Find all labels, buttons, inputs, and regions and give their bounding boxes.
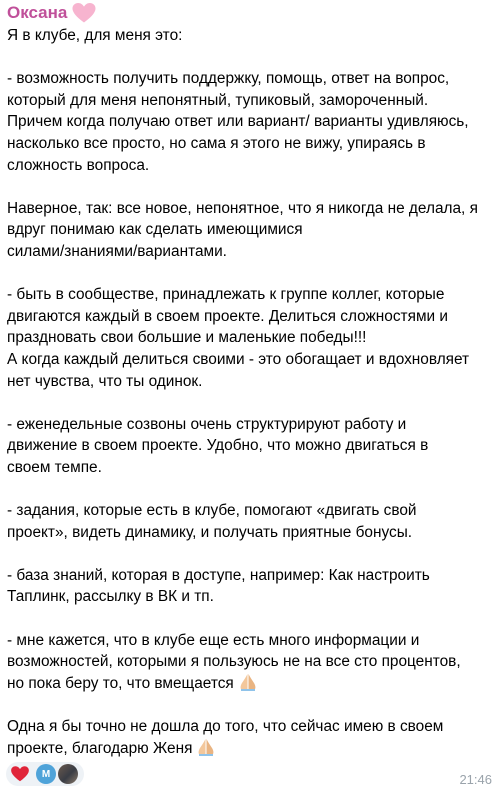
message-line-text: - база знаний, которая в доступе, например: Как настроить [7, 566, 430, 584]
paragraph-gap [7, 176, 495, 198]
message-line [7, 284, 495, 306]
message-line [7, 133, 495, 155]
reactions-bar[interactable] [6, 762, 84, 786]
message-line-text: Причем когда получаю ответ или вариант/ варианты удивляюсь, [7, 113, 469, 131]
message-line [7, 327, 495, 349]
message-line-text: своем темпе. [7, 458, 102, 476]
message-line-text: Таплинк, рассылку в ВК и тп. [7, 588, 214, 606]
message-line [7, 522, 495, 544]
message-line [7, 306, 495, 328]
message-line [7, 155, 495, 177]
message-line [7, 586, 495, 608]
message-line [7, 500, 495, 522]
message-line [7, 25, 495, 47]
paragraph-gap [7, 47, 495, 69]
message-line-text: Я в клубе, для меня это: [7, 27, 183, 44]
message-line [7, 435, 495, 457]
message-line [7, 241, 495, 263]
message-line [7, 716, 495, 738]
message-line-text: А когда каждый делиться своими - это обогащает и вдохновляет [7, 350, 470, 368]
message-line [7, 673, 495, 695]
message-line [7, 349, 495, 371]
message-line-text: сложность вопроса. [7, 156, 150, 174]
message-line-text: насколько все просто, но сама я этого не вижу, упираясь в [7, 134, 426, 152]
message-line [7, 219, 495, 241]
message-line [7, 90, 495, 112]
message-timestamp: 21:46 [459, 772, 492, 787]
message-line [7, 68, 495, 90]
message-line [7, 414, 495, 436]
message-line-text: - быть в сообществе, принадлежать к группе коллег, которые [7, 286, 445, 304]
message-line-text: вдруг понимаю как сделать имеющимися [7, 221, 303, 239]
message-line-text: проект», видеть динамику, и получать приятные бонусы. [7, 523, 413, 541]
message-line [7, 630, 495, 652]
message-line-text: силами/знаниями/вариантами. [7, 242, 227, 260]
message-line-text: Одна я бы точно не дошла до того, что сейчас имею в своем [7, 718, 444, 735]
message-line [7, 457, 495, 479]
message-line-text: - возможность получить поддержку, помощь, ответ на вопрос, [7, 70, 450, 88]
message-line [7, 111, 495, 133]
message-line [7, 565, 495, 587]
red-heart-icon [10, 765, 30, 783]
message-line-text: Наверное, так: все новое, непонятное, что я никогда не делала, я [7, 199, 478, 217]
message-line [7, 738, 495, 760]
paragraph-gap [7, 392, 495, 414]
sender-name[interactable]: Оксана [7, 3, 68, 22]
paragraph-gap [7, 478, 495, 500]
message-line-text: но пока беру то, что вмещается [7, 674, 234, 692]
paragraph-gap [7, 608, 495, 630]
message-line-text: - еженедельные созвоны очень структурируют работу и [7, 415, 407, 433]
message-line-text: праздновать свои большие и маленькие победы!!! [7, 329, 367, 347]
reactor-avatar[interactable] [58, 764, 78, 784]
paragraph-gap [7, 694, 495, 716]
reactor-avatar[interactable]: М [36, 764, 56, 784]
message-line-text: - мне кажется, что в клубе еще есть много информации и [7, 631, 420, 649]
message-line [7, 371, 495, 393]
paragraph-gap [7, 263, 495, 285]
folded-hands-icon [196, 738, 216, 756]
message-line-text: который для меня непонятный, тупиковый, замороченный. [7, 91, 429, 109]
message-line-text: - задания, которые есть в клубе, помогают «двигать свой [7, 502, 417, 520]
message-line-text: движение в своем проекте. Удобно, что можно двигаться в [7, 437, 429, 455]
pink-heart-icon [71, 2, 97, 24]
message-line-text: нет чувства, что ты одинок. [7, 372, 203, 390]
message-line [7, 651, 495, 673]
sender-header [7, 2, 97, 24]
paragraph-gap [7, 543, 495, 565]
message-text [7, 25, 495, 759]
message-line-text: возможностей, которыми я пользуюсь не на все сто процентов, [7, 653, 461, 671]
folded-hands-icon [238, 673, 258, 691]
message-line [7, 198, 495, 220]
message-line-text: двигаются каждый в своем проекте. Делиться сложностями и [7, 307, 448, 325]
message-line-text: проекте, благодарю Женя [7, 739, 193, 757]
